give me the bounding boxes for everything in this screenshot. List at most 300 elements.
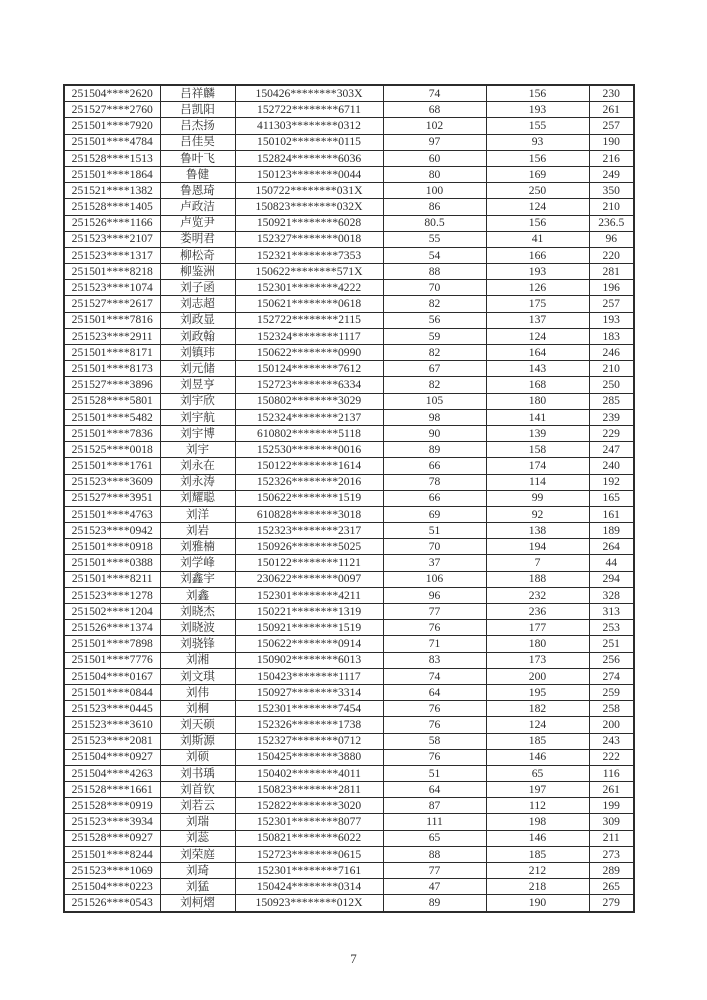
score1-cell: 80 <box>383 166 486 182</box>
id-card-number-cell: 152326********1738 <box>235 717 383 733</box>
id-card-number-cell: 150927********3314 <box>235 684 383 700</box>
name-cell: 刘湘 <box>160 652 235 668</box>
score2-cell: 164 <box>486 345 589 361</box>
table-row <box>64 150 634 166</box>
total-score-cell: 220 <box>589 247 634 263</box>
table-row <box>64 280 634 296</box>
name-cell: 娄明君 <box>160 231 235 247</box>
name-cell: 刘雅楠 <box>160 539 235 555</box>
id-card-number-cell: 152301********4222 <box>235 280 383 296</box>
score2-cell: 198 <box>486 814 589 830</box>
table-row <box>64 102 634 118</box>
name-cell: 卢览尹 <box>160 215 235 231</box>
score1-cell: 76 <box>383 749 486 765</box>
table-row <box>64 409 634 425</box>
registration-number-cell: 251501****0844 <box>64 684 160 700</box>
table-row <box>64 782 634 798</box>
id-card-number-cell: 150821********6022 <box>235 830 383 846</box>
score1-cell: 70 <box>383 280 486 296</box>
name-cell: 刘宇欣 <box>160 393 235 409</box>
score2-cell: 236 <box>486 604 589 620</box>
registration-number-cell: 251527****2760 <box>64 102 160 118</box>
total-score-cell: 258 <box>589 701 634 717</box>
registration-number-cell: 251523****1074 <box>64 280 160 296</box>
score2-cell: 190 <box>486 895 589 912</box>
score2-cell: 143 <box>486 361 589 377</box>
name-cell: 刘岩 <box>160 523 235 539</box>
name-cell: 刘琦 <box>160 863 235 879</box>
table-row <box>64 863 634 879</box>
name-cell: 刘荣庭 <box>160 846 235 862</box>
id-card-number-cell: 150921********1519 <box>235 620 383 636</box>
table-row <box>64 345 634 361</box>
name-cell: 刘宇 <box>160 442 235 458</box>
total-score-cell: 199 <box>589 798 634 814</box>
id-card-number-cell: 152327********0712 <box>235 733 383 749</box>
id-card-number-cell: 150124********7612 <box>235 361 383 377</box>
id-card-number-cell: 150923********012X <box>235 895 383 912</box>
table-row <box>64 668 634 684</box>
score1-cell: 74 <box>383 85 486 102</box>
id-card-number-cell: 150921********6028 <box>235 215 383 231</box>
registration-number-cell: 251521****1382 <box>64 183 160 199</box>
score1-cell: 88 <box>383 846 486 862</box>
name-cell: 刘文琪 <box>160 668 235 684</box>
score1-cell: 102 <box>383 118 486 134</box>
registration-number-cell: 251528****0927 <box>64 830 160 846</box>
score2-cell: 197 <box>486 782 589 798</box>
score2-cell: 193 <box>486 102 589 118</box>
name-cell: 刘晓波 <box>160 620 235 636</box>
score1-cell: 65 <box>383 830 486 846</box>
id-card-number-cell: 150622********571X <box>235 264 383 280</box>
total-score-cell: 196 <box>589 280 634 296</box>
table-row <box>64 814 634 830</box>
score2-cell: 146 <box>486 749 589 765</box>
name-cell: 刘洋 <box>160 506 235 522</box>
total-score-cell: 193 <box>589 312 634 328</box>
name-cell: 刘首钦 <box>160 782 235 798</box>
table-row <box>64 85 634 102</box>
score1-cell: 66 <box>383 490 486 506</box>
total-score-cell: 229 <box>589 425 634 441</box>
total-score-cell: 210 <box>589 199 634 215</box>
registration-number-cell: 251501****7816 <box>64 312 160 328</box>
score2-cell: 177 <box>486 620 589 636</box>
score1-cell: 59 <box>383 328 486 344</box>
table-row <box>64 717 634 733</box>
registration-number-cell: 251504****0927 <box>64 749 160 765</box>
total-score-cell: 279 <box>589 895 634 912</box>
total-score-cell: 44 <box>589 555 634 571</box>
table-row <box>64 361 634 377</box>
id-card-number-cell: 150423********1117 <box>235 668 383 684</box>
score1-cell: 82 <box>383 345 486 361</box>
table-row <box>64 895 634 912</box>
name-cell: 刘硕 <box>160 749 235 765</box>
id-card-number-cell: 150122********1121 <box>235 555 383 571</box>
total-score-cell: 261 <box>589 102 634 118</box>
registration-number-cell: 251523****1069 <box>64 863 160 879</box>
total-score-cell: 350 <box>589 183 634 199</box>
registration-number-cell: 251528****0919 <box>64 798 160 814</box>
table-row <box>64 393 634 409</box>
score1-cell: 70 <box>383 539 486 555</box>
score2-cell: 137 <box>486 312 589 328</box>
total-score-cell: 246 <box>589 345 634 361</box>
id-card-number-cell: 152326********2016 <box>235 474 383 490</box>
id-card-number-cell: 150221********1319 <box>235 604 383 620</box>
registration-number-cell: 251523****1278 <box>64 587 160 603</box>
table-row <box>64 118 634 134</box>
id-card-number-cell: 152324********2137 <box>235 409 383 425</box>
score2-cell: 93 <box>486 134 589 150</box>
score2-cell: 112 <box>486 798 589 814</box>
score2-cell: 185 <box>486 733 589 749</box>
id-card-number-cell: 150622********0914 <box>235 636 383 652</box>
score2-cell: 193 <box>486 264 589 280</box>
table-row <box>64 458 634 474</box>
total-score-cell: 222 <box>589 749 634 765</box>
score1-cell: 82 <box>383 377 486 393</box>
name-cell: 刘政翰 <box>160 328 235 344</box>
name-cell: 刘昱亨 <box>160 377 235 393</box>
id-card-number-cell: 150926********5025 <box>235 539 383 555</box>
table-row <box>64 684 634 700</box>
name-cell: 吕凯阳 <box>160 102 235 118</box>
total-score-cell: 257 <box>589 118 634 134</box>
registration-number-cell: 251501****8171 <box>64 345 160 361</box>
score2-cell: 124 <box>486 717 589 733</box>
name-cell: 刘鑫宇 <box>160 571 235 587</box>
id-card-number-cell: 152722********2115 <box>235 312 383 328</box>
registration-number-cell: 251523****2081 <box>64 733 160 749</box>
table-row <box>64 879 634 895</box>
name-cell: 刘骁锋 <box>160 636 235 652</box>
name-cell: 刘若云 <box>160 798 235 814</box>
total-score-cell: 309 <box>589 814 634 830</box>
score2-cell: 146 <box>486 830 589 846</box>
score1-cell: 98 <box>383 409 486 425</box>
name-cell: 刘天硕 <box>160 717 235 733</box>
total-score-cell: 230 <box>589 85 634 102</box>
registration-number-cell: 251523****3609 <box>64 474 160 490</box>
score1-cell: 89 <box>383 895 486 912</box>
registration-number-cell: 251501****4784 <box>64 134 160 150</box>
total-score-cell: 273 <box>589 846 634 862</box>
score1-cell: 105 <box>383 393 486 409</box>
score1-cell: 67 <box>383 361 486 377</box>
name-cell: 刘晓杰 <box>160 604 235 620</box>
score1-cell: 83 <box>383 652 486 668</box>
score1-cell: 100 <box>383 183 486 199</box>
table-row <box>64 555 634 571</box>
total-score-cell: 285 <box>589 393 634 409</box>
name-cell: 刘学峰 <box>160 555 235 571</box>
table-row <box>64 183 634 199</box>
id-card-number-cell: 150424********0314 <box>235 879 383 895</box>
registration-number-cell: 251501****7776 <box>64 652 160 668</box>
total-score-cell: 189 <box>589 523 634 539</box>
id-card-number-cell: 150622********0990 <box>235 345 383 361</box>
score2-cell: 175 <box>486 296 589 312</box>
score2-cell: 156 <box>486 150 589 166</box>
score1-cell: 68 <box>383 102 486 118</box>
total-score-cell: 240 <box>589 458 634 474</box>
id-card-number-cell: 152327********0018 <box>235 231 383 247</box>
total-score-cell: 256 <box>589 652 634 668</box>
registration-number-cell: 251523****1317 <box>64 247 160 263</box>
registration-number-cell: 251501****8218 <box>64 264 160 280</box>
table-row <box>64 701 634 717</box>
table-row <box>64 587 634 603</box>
score1-cell: 64 <box>383 684 486 700</box>
registration-number-cell: 251528****5801 <box>64 393 160 409</box>
score2-cell: 232 <box>486 587 589 603</box>
score1-cell: 66 <box>383 458 486 474</box>
name-cell: 吕祥麟 <box>160 85 235 102</box>
id-card-number-cell: 152723********0615 <box>235 846 383 862</box>
registration-number-cell: 251501****0388 <box>64 555 160 571</box>
score1-cell: 111 <box>383 814 486 830</box>
score1-cell: 90 <box>383 425 486 441</box>
score2-cell: 194 <box>486 539 589 555</box>
name-cell: 鲁健 <box>160 166 235 182</box>
score2-cell: 65 <box>486 765 589 781</box>
score2-cell: 156 <box>486 85 589 102</box>
score2-cell: 139 <box>486 425 589 441</box>
name-cell: 刘耀聪 <box>160 490 235 506</box>
registration-number-cell: 251523****2107 <box>64 231 160 247</box>
name-cell: 刘瑞 <box>160 814 235 830</box>
score1-cell: 86 <box>383 199 486 215</box>
registration-number-cell: 251501****7836 <box>64 425 160 441</box>
total-score-cell: 236.5 <box>589 215 634 231</box>
score-table-body <box>64 85 634 912</box>
score1-cell: 71 <box>383 636 486 652</box>
total-score-cell: 239 <box>589 409 634 425</box>
id-card-number-cell: 150426********303X <box>235 85 383 102</box>
total-score-cell: 243 <box>589 733 634 749</box>
score1-cell: 69 <box>383 506 486 522</box>
registration-number-cell: 251526****1374 <box>64 620 160 636</box>
table-row <box>64 733 634 749</box>
table-row <box>64 636 634 652</box>
registration-number-cell: 251501****7920 <box>64 118 160 134</box>
total-score-cell: 200 <box>589 717 634 733</box>
score2-cell: 200 <box>486 668 589 684</box>
score1-cell: 60 <box>383 150 486 166</box>
table-row <box>64 312 634 328</box>
score1-cell: 87 <box>383 798 486 814</box>
score1-cell: 88 <box>383 264 486 280</box>
score2-cell: 158 <box>486 442 589 458</box>
id-card-number-cell: 150621********0618 <box>235 296 383 312</box>
total-score-cell: 251 <box>589 636 634 652</box>
name-cell: 刘政显 <box>160 312 235 328</box>
score2-cell: 126 <box>486 280 589 296</box>
table-row <box>64 846 634 862</box>
id-card-number-cell: 152723********6334 <box>235 377 383 393</box>
table-row <box>64 830 634 846</box>
score2-cell: 166 <box>486 247 589 263</box>
total-score-cell: 161 <box>589 506 634 522</box>
table-row <box>64 296 634 312</box>
score2-cell: 180 <box>486 393 589 409</box>
id-card-number-cell: 152323********2317 <box>235 523 383 539</box>
registration-number-cell: 251501****8244 <box>64 846 160 862</box>
total-score-cell: 250 <box>589 377 634 393</box>
id-card-number-cell: 150823********2811 <box>235 782 383 798</box>
table-row <box>64 798 634 814</box>
id-card-number-cell: 150902********6013 <box>235 652 383 668</box>
score2-cell: 195 <box>486 684 589 700</box>
name-cell: 柳鉴洲 <box>160 264 235 280</box>
registration-number-cell: 251501****8173 <box>64 361 160 377</box>
name-cell: 刘志超 <box>160 296 235 312</box>
table-row <box>64 571 634 587</box>
name-cell: 刘镇玮 <box>160 345 235 361</box>
score1-cell: 76 <box>383 717 486 733</box>
id-card-number-cell: 152301********7454 <box>235 701 383 717</box>
table-row <box>64 539 634 555</box>
score2-cell: 92 <box>486 506 589 522</box>
table-row <box>64 377 634 393</box>
name-cell: 刘伟 <box>160 684 235 700</box>
total-score-cell: 192 <box>589 474 634 490</box>
score1-cell: 76 <box>383 701 486 717</box>
table-row <box>64 523 634 539</box>
name-cell: 刘书瑀 <box>160 765 235 781</box>
table-row <box>64 442 634 458</box>
score2-cell: 218 <box>486 879 589 895</box>
id-card-number-cell: 150122********1614 <box>235 458 383 474</box>
total-score-cell: 294 <box>589 571 634 587</box>
score2-cell: 41 <box>486 231 589 247</box>
registration-number-cell: 251501****1761 <box>64 458 160 474</box>
registration-number-cell: 251501****1864 <box>64 166 160 182</box>
total-score-cell: 265 <box>589 879 634 895</box>
score1-cell: 82 <box>383 296 486 312</box>
name-cell: 吕杰扬 <box>160 118 235 134</box>
score2-cell: 124 <box>486 328 589 344</box>
total-score-cell: 165 <box>589 490 634 506</box>
name-cell: 刘子函 <box>160 280 235 296</box>
registration-number-cell: 251501****7898 <box>64 636 160 652</box>
registration-number-cell: 251526****1166 <box>64 215 160 231</box>
registration-number-cell: 251501****4763 <box>64 506 160 522</box>
name-cell: 刘宇博 <box>160 425 235 441</box>
score1-cell: 47 <box>383 879 486 895</box>
score1-cell: 58 <box>383 733 486 749</box>
table-row <box>64 134 634 150</box>
registration-number-cell: 251504****0223 <box>64 879 160 895</box>
name-cell: 刘猛 <box>160 879 235 895</box>
table-row <box>64 749 634 765</box>
table-row <box>64 264 634 280</box>
table-row <box>64 620 634 636</box>
total-score-cell: 274 <box>589 668 634 684</box>
registration-number-cell: 251501****0918 <box>64 539 160 555</box>
id-card-number-cell: 152822********3020 <box>235 798 383 814</box>
id-card-number-cell: 152301********8077 <box>235 814 383 830</box>
name-cell: 鲁叶飞 <box>160 150 235 166</box>
id-card-number-cell: 610828********3018 <box>235 506 383 522</box>
table-row <box>64 425 634 441</box>
id-card-number-cell: 152301********7161 <box>235 863 383 879</box>
id-card-number-cell: 150102********0115 <box>235 134 383 150</box>
name-cell: 刘永在 <box>160 458 235 474</box>
score2-cell: 168 <box>486 377 589 393</box>
score1-cell: 106 <box>383 571 486 587</box>
registration-number-cell: 251504****4263 <box>64 765 160 781</box>
name-cell: 刘宇航 <box>160 409 235 425</box>
id-card-number-cell: 230622********0097 <box>235 571 383 587</box>
score1-cell: 64 <box>383 782 486 798</box>
score1-cell: 78 <box>383 474 486 490</box>
registration-number-cell: 251525****0018 <box>64 442 160 458</box>
id-card-number-cell: 411303********0312 <box>235 118 383 134</box>
total-score-cell: 313 <box>589 604 634 620</box>
name-cell: 刘斯源 <box>160 733 235 749</box>
total-score-cell: 253 <box>589 620 634 636</box>
score-table <box>63 84 635 913</box>
total-score-cell: 259 <box>589 684 634 700</box>
registration-number-cell: 251504****0167 <box>64 668 160 684</box>
total-score-cell: 190 <box>589 134 634 150</box>
registration-number-cell: 251523****3610 <box>64 717 160 733</box>
score1-cell: 51 <box>383 523 486 539</box>
score1-cell: 74 <box>383 668 486 684</box>
score1-cell: 77 <box>383 863 486 879</box>
name-cell: 鲁恩琦 <box>160 183 235 199</box>
score1-cell: 80.5 <box>383 215 486 231</box>
registration-number-cell: 251523****0445 <box>64 701 160 717</box>
score1-cell: 76 <box>383 620 486 636</box>
name-cell: 卢政洁 <box>160 199 235 215</box>
score2-cell: 182 <box>486 701 589 717</box>
table-row <box>64 199 634 215</box>
registration-number-cell: 251528****1405 <box>64 199 160 215</box>
id-card-number-cell: 150823********032X <box>235 199 383 215</box>
table-row <box>64 474 634 490</box>
id-card-number-cell: 150622********1519 <box>235 490 383 506</box>
id-card-number-cell: 152824********6036 <box>235 150 383 166</box>
name-cell: 刘鑫 <box>160 587 235 603</box>
registration-number-cell: 251504****2620 <box>64 85 160 102</box>
id-card-number-cell: 152321********7353 <box>235 247 383 263</box>
total-score-cell: 261 <box>589 782 634 798</box>
score2-cell: 124 <box>486 199 589 215</box>
score2-cell: 185 <box>486 846 589 862</box>
name-cell: 刘永涛 <box>160 474 235 490</box>
id-card-number-cell: 150402********4011 <box>235 765 383 781</box>
registration-number-cell: 251523****2911 <box>64 328 160 344</box>
registration-number-cell: 251527****3896 <box>64 377 160 393</box>
table-row <box>64 490 634 506</box>
total-score-cell: 264 <box>589 539 634 555</box>
total-score-cell: 281 <box>589 264 634 280</box>
total-score-cell: 116 <box>589 765 634 781</box>
registration-number-cell: 251528****1513 <box>64 150 160 166</box>
name-cell: 刘桐 <box>160 701 235 717</box>
total-score-cell: 289 <box>589 863 634 879</box>
id-card-number-cell: 150722********031X <box>235 183 383 199</box>
score1-cell: 37 <box>383 555 486 571</box>
total-score-cell: 257 <box>589 296 634 312</box>
table-row <box>64 604 634 620</box>
page-number: 7 <box>350 951 357 966</box>
